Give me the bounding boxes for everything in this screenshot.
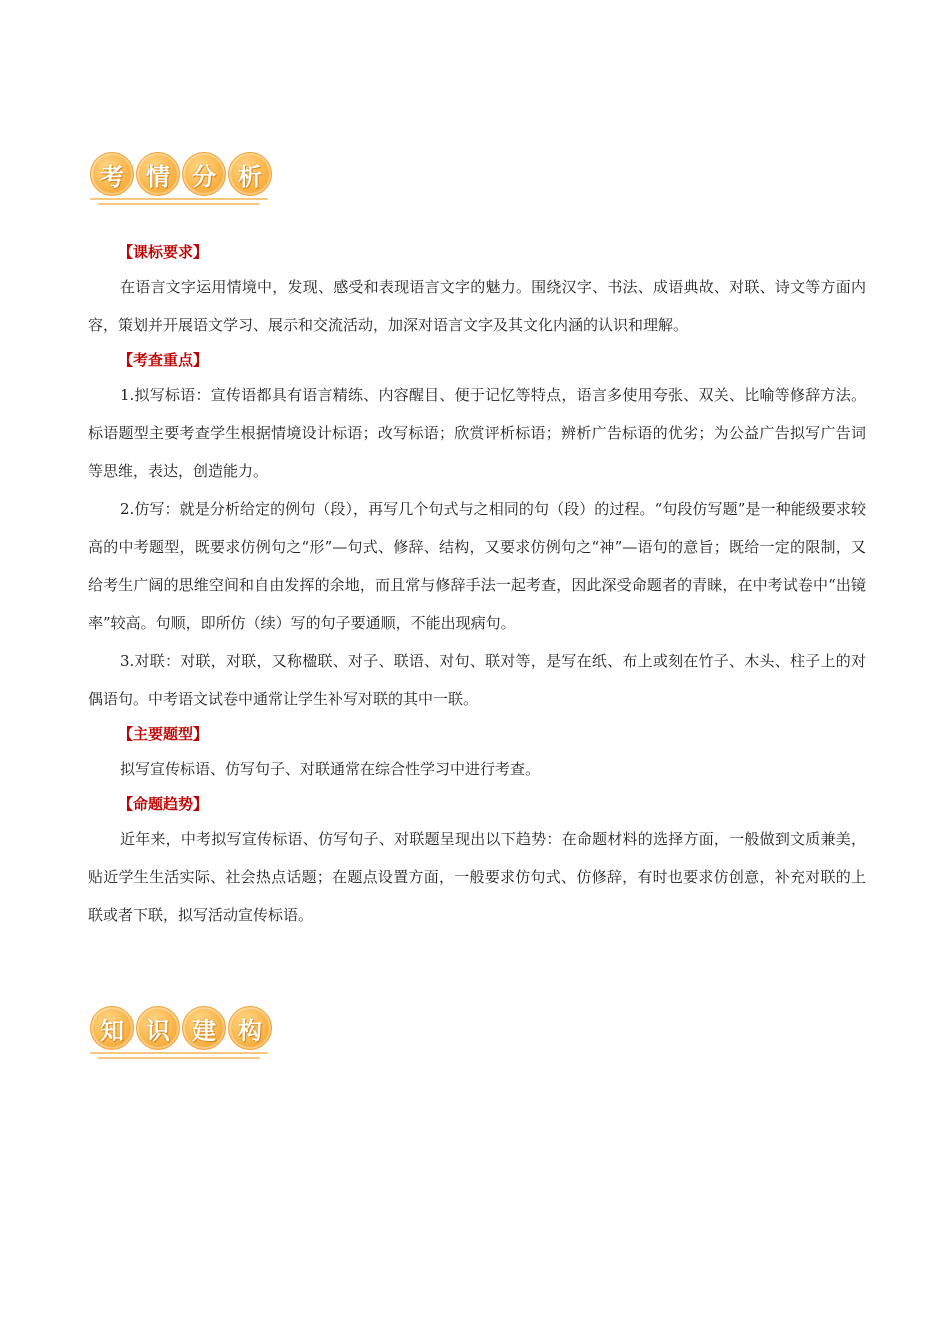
banner-badge: 考 xyxy=(90,152,134,196)
banner-badge: 分 xyxy=(182,152,226,196)
paragraph-focus-couplet: 3.对联：对联，对联，又称楹联、对子、联语、对句、联对等，是写在纸、布上或刻在竹子、木头、柱子上的对偶语句。中考语文试卷中通常让学生补写对联的其中一联。 xyxy=(88,652,866,708)
heading-focus: 【考查重点】 xyxy=(118,351,209,369)
paragraph-trend: 近年来，中考拟写宣传标语、仿写句子、对联题呈现出以下趋势：在命题材料的选择方面，一般做到文质兼美，贴近学生生活实际、社会热点话题；在题点设置方面，一般要求仿句式、仿修辞，有时也要求仿创意，补充对联的上联或者下联，拟写活动宣传标语。 xyxy=(88,830,866,924)
banner-badge: 知 xyxy=(90,1006,134,1050)
banner-badge: 构 xyxy=(228,1006,272,1050)
heading-trend: 【命题趋势】 xyxy=(118,795,209,813)
heading-types: 【主要题型】 xyxy=(118,725,209,743)
banner-underline xyxy=(90,1052,268,1062)
heading-curriculum: 【课标要求】 xyxy=(118,243,209,261)
paragraph-focus-imitation: 2.仿写：就是分析给定的例句（段），再写几个句式与之相同的句（段）的过程。“句段仿写题”是一种能级要求较高的中考题型，既要求仿例句之“形”—句式、修辞、结构，又要求仿例句之“神”—语句的意旨；既给一定的限制，又给考生广阔的思维空间和自由发挥的余地，而且常与修辞手法一起考查，因此深受命题者的青睐，在中考试卷中“出镜率”较高。句顺，即所仿（续）写的句子要通顺，不能出现病句。 xyxy=(88,500,866,632)
main-content xyxy=(88,236,866,934)
banner-badge: 建 xyxy=(182,1006,226,1050)
banner-underline xyxy=(90,198,268,208)
paragraph-types: 拟写宣传标语、仿写句子、对联通常在综合性学习中进行考查。 xyxy=(120,760,541,778)
banner-badge: 情 xyxy=(136,152,180,196)
paragraph-focus-slogan: 1.拟写标语：宣传语都具有语言精练、内容醒目、便于记忆等特点，语言多使用夸张、双关、比喻等修辞方法。标语题型主要考查学生根据情境设计标语；改写标语；欣赏评析标语；辨析广告标语的优劣；为公益广告拟写广告词等思维，表达，创造能力。 xyxy=(88,386,866,480)
banner-exam-analysis xyxy=(90,152,270,212)
banner-badge: 识 xyxy=(136,1006,180,1050)
banner-badge: 析 xyxy=(228,152,272,196)
paragraph-curriculum: 在语言文字运用情境中，发现、感受和表现语言文字的魅力。围绕汉字、书法、成语典故、对联、诗文等方面内容，策划并开展语文学习、展示和交流活动，加深对语言文字及其文化内涵的认识和理解。 xyxy=(88,278,866,334)
banner-knowledge-construction xyxy=(90,1006,270,1066)
